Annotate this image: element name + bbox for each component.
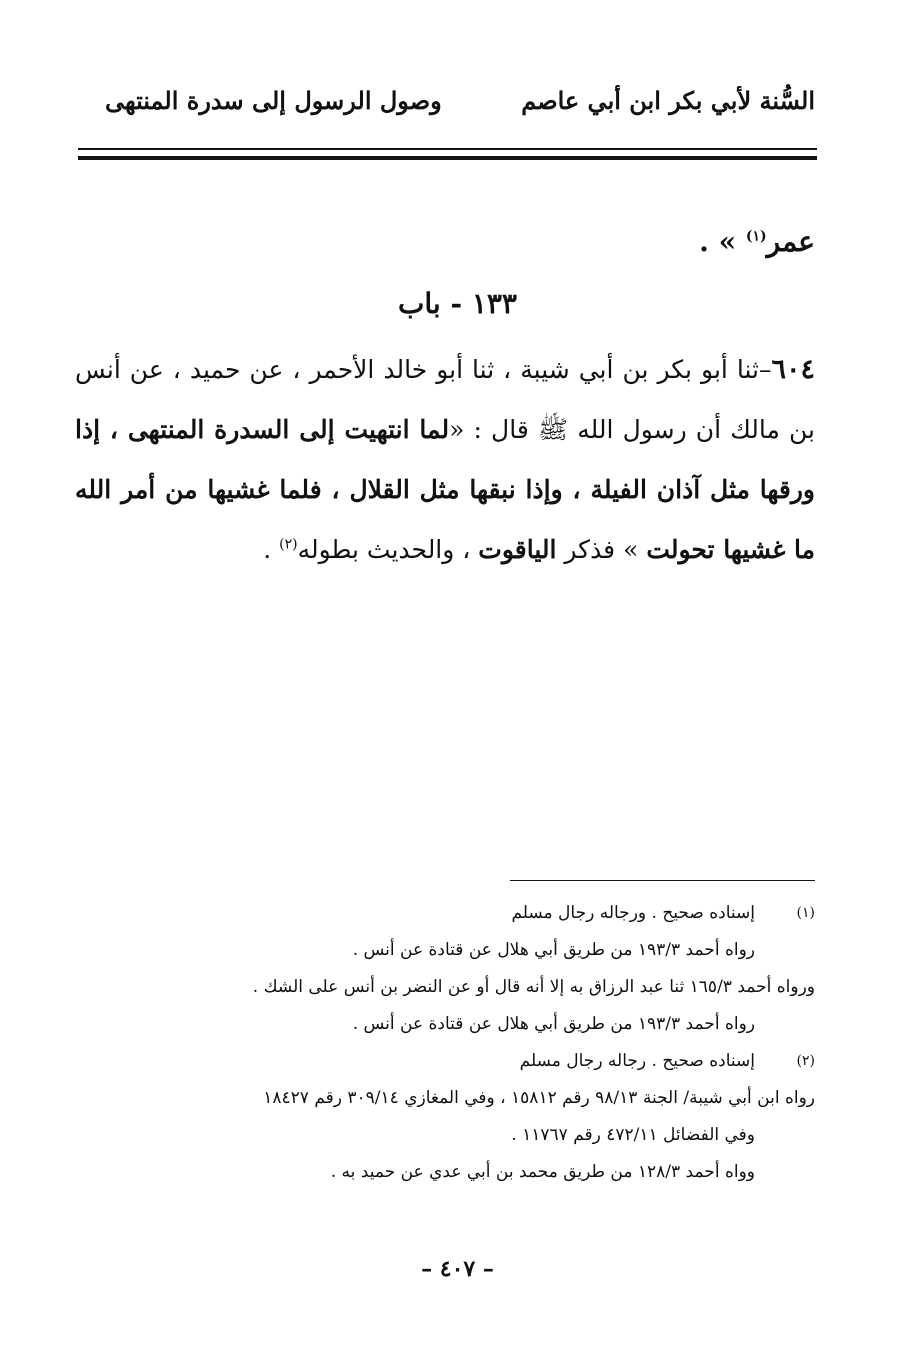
hadith-quote: لما انتهيت إلى السدرة المنتهى ، إذا ورقها مثل آذان الفيلة ، وإذا نبقها مثل القلال ، فلما غشيها من أمر الله ما غشيها تحولت: [75, 415, 815, 564]
footnote-2: [75, 1043, 815, 1191]
footnote-line: إسناده صحيح . رجاله رجال مسلم: [519, 1051, 755, 1071]
hadith-tail-plain: فذكر: [556, 535, 624, 564]
hadith-tail-end: ، والحديث بطوله: [297, 535, 479, 564]
footnote-line: رواه أحمد ١٩٣/٣ من طريق أبي هلال عن قتادة عن أنس .: [352, 940, 755, 960]
hadith-number: ٦٠٤: [771, 354, 815, 385]
continuation-line: [75, 212, 815, 272]
footnote-1-marker: (١): [796, 905, 815, 921]
header-rule-thick: [78, 156, 817, 160]
footnote-line: ورواه أحمد ١٦٥/٣ ثنا عبد الرزاق به إلا أنه قال أو عن النضر بن أنس على الشك .: [252, 977, 815, 997]
footnote-ref-2[interactable]: (٢): [279, 536, 298, 553]
hadith-close-quote: »: [623, 535, 639, 564]
footnote-line: إسناده صحيح . ورجاله رجال مسلم: [511, 903, 755, 923]
page-number: – ٤٠٧ –: [421, 1256, 494, 1282]
footnote-line: وفي الفضائل ٤٧٢/١١ رقم ١١٧٦٧ .: [511, 1125, 755, 1145]
footnote-separator: [510, 880, 815, 881]
running-header: [105, 78, 815, 122]
footnote-2-marker: (٢): [796, 1053, 815, 1069]
hadith-final: .: [263, 535, 280, 564]
footnote-line: رواه ابن أبي شيبة/ الجنة ٩٨/١٣ رقم ١٥٨١٢ ، وفي المغازي ٣٠٩/١٤ رقم ١٨٤٢٧: [263, 1088, 815, 1108]
continuation-closing: » .: [699, 225, 737, 258]
footnotes-section: [75, 895, 815, 1191]
footnote-line: وواه أحمد ١٢٨/٣ من طريق محمد بن أبي عدي عن حميد به .: [330, 1162, 755, 1182]
hadith-tail-bold: الياقوت: [478, 535, 557, 564]
hadith-paragraph: [75, 340, 815, 580]
footnote-line: رواه أحمد ١٩٣/٣ من طريق أبي هلال عن قتادة عن أنس .: [352, 1014, 755, 1034]
footnote-1: [75, 895, 815, 1043]
continuation-word: عمر: [766, 225, 815, 258]
section-heading: ١٣٣ - باب: [398, 287, 517, 320]
footnote-ref-1[interactable]: (١): [745, 228, 767, 245]
hadith-chain: –ثنا أبو بكر بن أبي شيبة ، ثنا أبو خالد الأحمر ، عن حميد ، عن أنس بن مالك أن رسول الله ﷺ قال : «: [75, 355, 816, 444]
header-rule-thin: [78, 148, 817, 150]
book-title: السُّنة لأبي بكر ابن أبي عاصم: [521, 85, 815, 115]
chapter-title: وصول الرسول إلى سدرة المنتهى: [105, 85, 442, 115]
